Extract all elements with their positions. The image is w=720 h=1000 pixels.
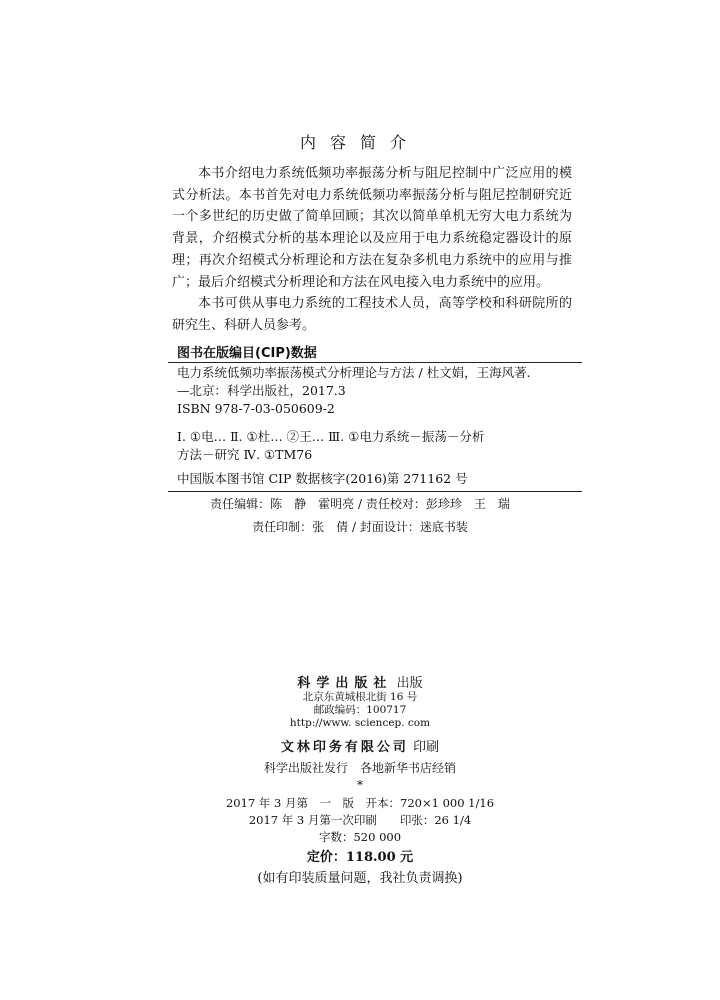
- editor-credits: 责任编辑：陈 静 霍明亮 / 责任校对：彭珍珍 王 瑞: [210, 497, 510, 511]
- cip-isbn: ISBN 978-7-03-050609-2: [177, 401, 335, 416]
- publisher-suffix: 出版: [396, 676, 423, 691]
- cip-heading: 图书在版编目(CIP)数据: [177, 346, 317, 361]
- cip-bottom-rule: [168, 491, 582, 492]
- cip-classification-line-2: 方法－研究 Ⅳ. ①TM76: [177, 447, 313, 462]
- separator-star: *: [357, 778, 363, 792]
- printer-name: 文林印务有限公司: [280, 740, 409, 755]
- quality-notice: (如有印装质量问题，我社负责调换): [257, 871, 463, 886]
- word-count: 字数：520 000: [318, 830, 402, 844]
- price: 定价：118.00 元: [306, 850, 414, 865]
- cip-block: [177, 364, 577, 488]
- publisher-name: 科学出版社: [297, 676, 393, 691]
- publisher-postcode: 邮政编码：100717: [313, 704, 407, 716]
- production-credits: 责任印制：张 倩 / 封面设计：迷底书装: [252, 520, 468, 534]
- cip-top-rule: [168, 362, 582, 363]
- intro-title: 内容简介: [299, 133, 420, 152]
- cip-classification-line-1: Ⅰ. ①电… Ⅱ. ①杜… ②王… Ⅲ. ①电力系统－振荡－分析: [177, 429, 485, 444]
- intro-paragraph: 本书介绍电力系统低频功率振荡分析与阻尼控制中广泛应用的模式分析法。本书首先对电力系统低频功率振荡分析与阻尼控制研究近一个多世纪的历史做了简单回顾；其次以简单单机无穷大电力系统为背景，介绍模式分析的基本理论以及应用于电力系统稳定器设计的原理；再次介绍模式分析理论和方法在复杂多机电力系统中的应用与推广；最后介绍模式分析理论和方法在风电接入电力系统中的应用。: [172, 166, 572, 290]
- publisher-url: http://www. sciencep. com: [289, 717, 431, 729]
- printer-line: [0, 736, 720, 755]
- distribution-line: 科学出版社发行 各地新华书店经销: [263, 761, 456, 775]
- printer-suffix: 印刷: [413, 740, 440, 755]
- printing-line: 2017 年 3 月第一次印刷 印张：26 1/4: [248, 813, 472, 827]
- intro-paragraph: 本书可供从事电力系统的工程技术人员，高等学校和科研院所的研究生、科研人员参考。: [172, 296, 572, 333]
- cip-record-number: 中国版本图书馆 CIP 数据核字(2016)第 271162 号: [177, 471, 468, 486]
- cip-publisher-line: —北京：科学出版社，2017.3: [177, 383, 346, 398]
- cip-title-line: 电力系统低频功率振荡模式分析理论与方法 / 杜文娟，王海风著.: [177, 365, 531, 380]
- edition-line: 2017 年 3 月第 一 版 开本：720×1 000 1/16: [225, 796, 495, 810]
- publisher-address: 北京东黄城根北街 16 号: [302, 691, 418, 703]
- publisher-line: [0, 672, 720, 691]
- intro-body: [172, 163, 572, 337]
